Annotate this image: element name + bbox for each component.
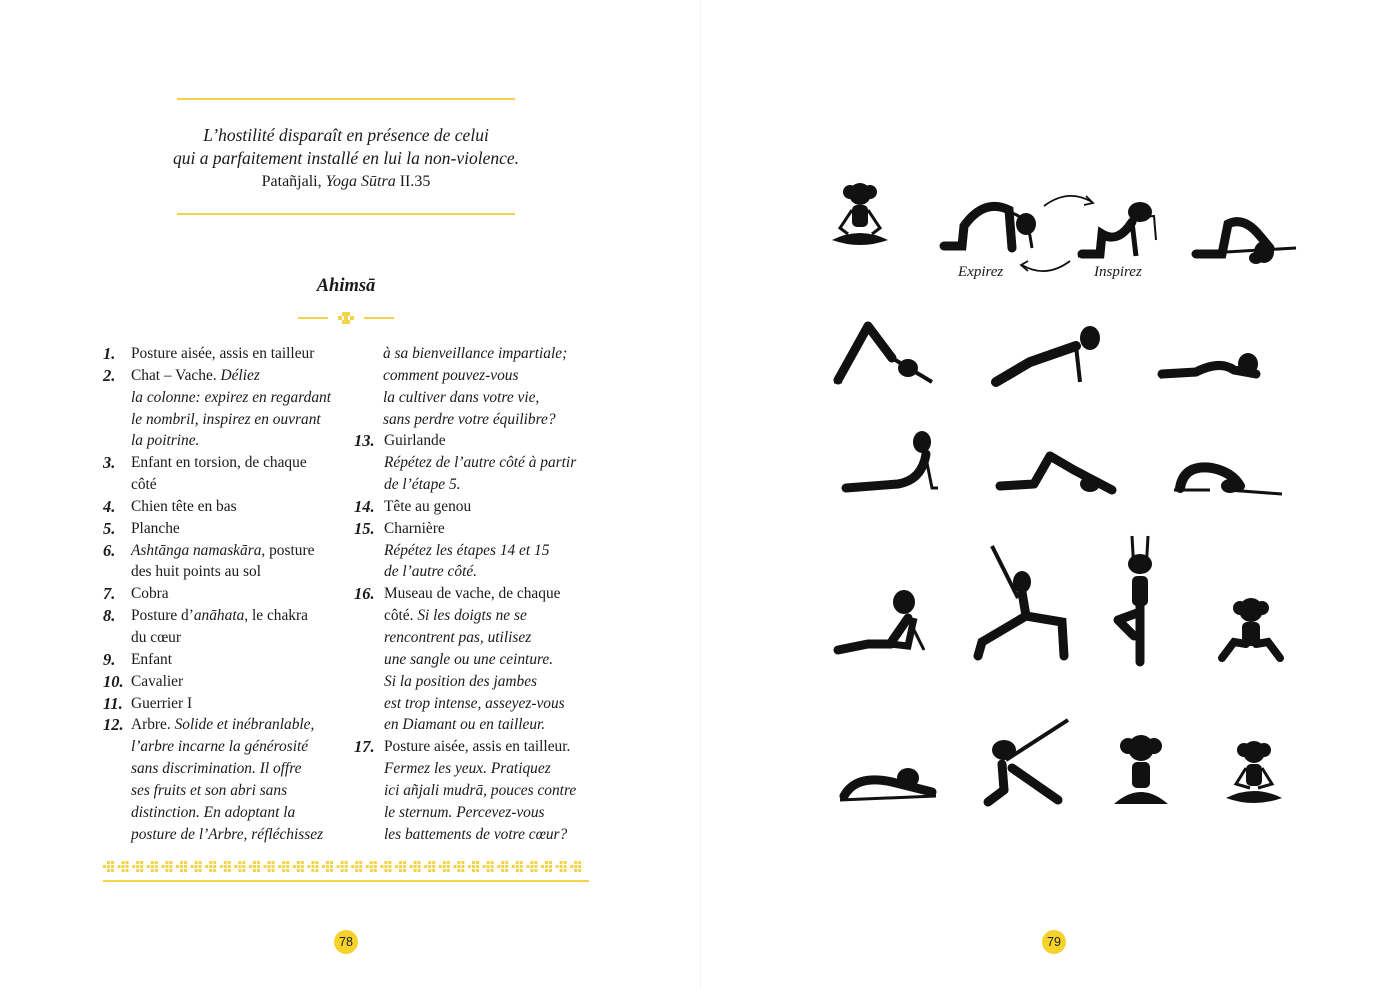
pose-seated-anjali: [1222, 738, 1286, 810]
step-line: [384, 671, 596, 693]
footer-motif-icon: [526, 861, 537, 872]
footer-motif-icon: [147, 861, 158, 872]
footer-motif-icon: [132, 861, 143, 872]
step-text: Enfant: [131, 650, 173, 668]
footer-motif-icon: [176, 861, 187, 872]
step-line: [131, 649, 351, 671]
step-item: [103, 671, 351, 693]
step-continuation-line: la cultiver dans votre vie,: [383, 388, 540, 406]
exhale-arrow-icon: [1042, 190, 1096, 212]
step-text: Guirlande: [384, 432, 446, 450]
step-text: Posture aisée, assis en tailleur.: [384, 738, 571, 756]
footer-motif-icon: [512, 861, 523, 872]
pose-low-lunge: [834, 588, 934, 658]
step-line: [131, 671, 351, 693]
step-text: Ashtānga namaskāra: [131, 541, 262, 559]
step-line: [384, 518, 596, 540]
footer-motif-icon: [483, 861, 494, 872]
footer-motif-icon: [264, 861, 275, 872]
step-line: [384, 802, 596, 824]
quote-attribution: [150, 170, 542, 193]
step-line: [131, 693, 351, 715]
pose-warrior-one: [972, 542, 1072, 660]
step-text: côté.: [384, 607, 418, 625]
step-text: sans discrimination. Il offre: [131, 760, 302, 778]
footer-motif-icon: [161, 861, 172, 872]
step-text: Répétez les étapes 14 et 15: [384, 541, 550, 559]
step-text: Cavalier: [131, 672, 184, 690]
footer-motif-icon: [556, 861, 567, 872]
quote-bottom-rule: [177, 213, 515, 215]
footer-motif-icon: [103, 861, 114, 872]
pose-seated-cross-legged: [828, 182, 892, 252]
pose-hinge: [984, 716, 1080, 808]
footer-motif-icon: [307, 861, 318, 872]
quote-line-2: qui a parfaitement installé en lui la non-violence.: [172, 148, 520, 168]
step-text: Fermez les yeux. Pratiquez: [384, 760, 551, 778]
step-number: 10.: [103, 671, 124, 691]
title-ornament-icon: [298, 310, 394, 326]
epigraph-quote: [150, 124, 542, 193]
step-item: [356, 736, 596, 845]
step-line: [384, 758, 596, 780]
step-text: Si la position des jambes: [384, 672, 538, 690]
step-number: 13.: [354, 431, 375, 451]
decorative-footer-band: [103, 858, 589, 884]
step-line: [384, 693, 596, 715]
footer-motif-icon: [380, 861, 391, 872]
step-line: [384, 452, 596, 474]
step-number: 5.: [103, 518, 116, 538]
step-number: 16.: [354, 584, 375, 604]
step-line: [384, 649, 596, 671]
step-text-italic: Solide et inébranlable,: [174, 716, 315, 734]
step-line: [384, 714, 596, 736]
step-number: 11.: [103, 693, 123, 713]
step-line: [384, 736, 596, 758]
step-text-italic: Si les doigts ne se: [417, 607, 527, 625]
step-line: [131, 627, 351, 649]
step-text: de l’étape 5.: [384, 476, 461, 494]
step-item: [103, 343, 351, 365]
step-text: ses fruits et son abri sans: [131, 781, 288, 799]
quote-author: Patañjali,: [261, 173, 322, 190]
step-line: [131, 605, 351, 627]
step-text-plain: , posture: [261, 541, 315, 559]
footer-motif-icon: [570, 861, 581, 872]
step-item: [103, 365, 351, 452]
step-item: [356, 430, 596, 496]
step-item: [103, 714, 351, 845]
footer-motif-icon: [322, 861, 333, 872]
step-text: le nombril, inspirez en ouvrant: [131, 410, 321, 428]
step-number: 4.: [103, 496, 116, 516]
step-item: [103, 518, 351, 540]
step-text-italic: anāhata: [193, 607, 245, 625]
step-text: Cobra: [131, 585, 169, 603]
step-line: [131, 474, 351, 496]
step-item: [103, 693, 351, 715]
steps-column-left: [103, 343, 351, 845]
step-text: les battements de votre cœur?: [384, 825, 568, 843]
step-number: 15.: [354, 518, 375, 538]
pose-tree: [1110, 532, 1170, 668]
section-title: Ahimsā: [316, 276, 376, 296]
step-text: une sangle ou une ceinture.: [384, 650, 554, 668]
step-number: 14.: [354, 496, 375, 516]
step-number: 1.: [103, 344, 116, 363]
step-text: Tête au genou: [384, 497, 472, 515]
step-text: la colonne: expirez en regardant: [131, 388, 332, 406]
quote-top-rule: [177, 98, 515, 100]
step-text: Planche: [131, 519, 180, 537]
step-text: posture de l’Arbre, réfléchissez: [131, 825, 324, 843]
step-text: l’arbre incarne la générosité: [131, 738, 309, 756]
footer-motif-icon: [337, 861, 348, 872]
step-text: Posture aisée, assis en tailleur: [131, 345, 315, 362]
step-line: [131, 496, 351, 518]
footer-motif-icon: [541, 861, 552, 872]
footer-motif-icon: [366, 861, 377, 872]
footer-motif-icon: [191, 861, 202, 872]
quote-line-1: L’hostilité disparaît en présence de celui: [203, 125, 489, 145]
quote-work: Yoga Sūtra: [325, 173, 396, 190]
footer-motif-icon: [410, 861, 421, 872]
step-line: [384, 474, 596, 496]
pose-head-to-knee: [836, 766, 940, 806]
step-text: rencontrent pas, utilisez: [384, 628, 532, 646]
footer-motif-icon: [424, 861, 435, 872]
quote-ref: II.35: [399, 173, 431, 190]
step-line: [384, 824, 596, 846]
step-text: la poitrine.: [131, 432, 200, 450]
footer-motif-icon: [249, 861, 260, 872]
step-text: du cœur: [131, 628, 182, 646]
pose-cobra: [842, 428, 942, 494]
step-line: [384, 583, 596, 605]
pose-anahata: [994, 450, 1122, 494]
step-number: 7.: [103, 584, 116, 604]
step-text: Guerrier I: [131, 694, 193, 712]
step-line: [131, 365, 351, 387]
step-item: [103, 540, 351, 584]
step-continuation-line: sans perdre votre équilibre?: [383, 410, 556, 428]
step-line: [131, 387, 351, 409]
step-line: [384, 605, 596, 627]
step-item: [356, 583, 596, 736]
step-text: Museau de vache, de chaque: [384, 585, 561, 603]
footer-motif-icon: [453, 861, 464, 872]
step-line: [131, 452, 351, 474]
footer-motif-icon: [351, 861, 362, 872]
step-text: de l’autre côté.: [384, 563, 478, 581]
pose-child: [1170, 460, 1286, 498]
pose-garland: [1218, 596, 1284, 666]
step-number: 2.: [103, 365, 116, 385]
step-text-italic: Déliez: [220, 366, 260, 384]
step-number: 12.: [103, 715, 124, 735]
step-line: [384, 561, 596, 583]
step-number: 17.: [354, 737, 375, 757]
pose-downward-dog: [832, 320, 936, 386]
step-line: [131, 802, 351, 824]
step-text: distinction. En adoptant la: [131, 803, 296, 821]
step-item: [356, 496, 596, 518]
step-line: [131, 714, 351, 736]
footer-motif-icon: [234, 861, 245, 872]
step-line: [384, 496, 596, 518]
footer-motif-icon: [278, 861, 289, 872]
step-text: des huit points au sol: [131, 563, 261, 581]
pose-cow-face: [1108, 730, 1174, 810]
footer-motif-icon: [205, 861, 216, 872]
footer-motif-icon: [439, 861, 450, 872]
footer-motif-icon: [497, 861, 508, 872]
step-line: [131, 780, 351, 802]
footer-motif-icon: [118, 861, 129, 872]
expire-label: Expirez: [958, 264, 1004, 280]
step-text: Chien tête en bas: [131, 497, 237, 515]
step-line: [384, 430, 596, 452]
step-line: [131, 736, 351, 758]
step-line: [384, 627, 596, 649]
step-number: 9.: [103, 649, 116, 669]
step-line: [131, 430, 351, 452]
step-text: côté: [131, 476, 157, 494]
step-number: 3.: [103, 453, 116, 473]
step-text: Enfant en torsion, de chaque: [131, 454, 307, 472]
pose-eight-points: [1156, 348, 1266, 388]
pose-child-twist: [1186, 214, 1306, 266]
step-line: [131, 583, 351, 605]
step-text: est trop intense, asseyez-vous: [384, 694, 565, 712]
step-line: [131, 409, 351, 431]
inspire-label: Inspirez: [1094, 264, 1142, 280]
page-number-left: 78: [334, 930, 358, 954]
step-item: [103, 605, 351, 649]
step-line: [131, 540, 351, 562]
step-line: [384, 540, 596, 562]
steps-column-right: [356, 343, 596, 845]
step-line: [131, 518, 351, 540]
step-text: Répétez de l’autre côté à partir: [384, 454, 577, 472]
step-line: [131, 758, 351, 780]
footer-motif-icon: [468, 861, 479, 872]
pose-cat: [934, 196, 1044, 252]
step-item: [103, 649, 351, 671]
footer-motif-icon: [293, 861, 304, 872]
step-continuation-line: comment pouvez-vous: [383, 366, 519, 384]
step-item: [103, 496, 351, 518]
step-line: [384, 780, 596, 802]
step-item: [103, 452, 351, 496]
step-item: [103, 583, 351, 605]
step-text: ici añjali mudrā, pouces contre: [384, 781, 577, 799]
step-line: [131, 343, 351, 365]
step-continuation-line: à sa bienveillance impartiale;: [383, 345, 568, 362]
step-line: [131, 824, 351, 846]
pose-plank: [990, 322, 1110, 388]
inhale-arrow-icon: [1018, 255, 1072, 277]
step-text: Charnière: [384, 519, 445, 537]
step-text-plain: , le chakra: [244, 607, 308, 625]
step-text: le sternum. Percevez-vous: [384, 803, 545, 821]
footer-motif-icon: [395, 861, 406, 872]
step-number: 8.: [103, 606, 116, 626]
page-number-right: 79: [1042, 930, 1066, 954]
footer-motif-icon: [220, 861, 231, 872]
step-number: 6.: [103, 540, 116, 560]
step-text: en Diamant ou en tailleur.: [384, 716, 546, 734]
step-line: [131, 561, 351, 583]
step-text: Posture d’: [131, 607, 194, 625]
step-text: Arbre.: [131, 716, 175, 734]
page-gutter: [700, 0, 701, 988]
step-text: Chat – Vache.: [131, 366, 221, 384]
step-item: [356, 518, 596, 584]
